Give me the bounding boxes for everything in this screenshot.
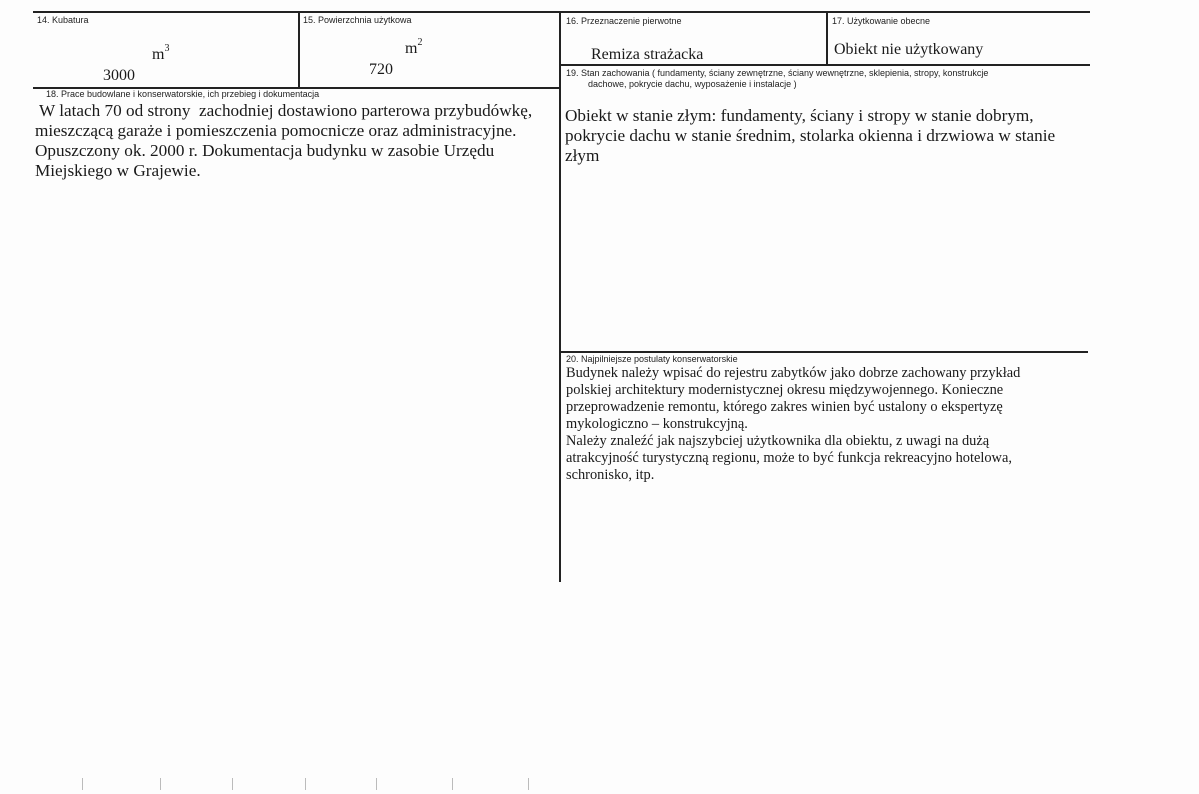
field-20-line: polskiej architektury modernistycznej okresu międzywojennego. Konieczne [566,382,1004,398]
scan-mark [232,778,233,790]
field-15-unit: $m^2$ [405,37,423,57]
scan-mark [376,778,377,790]
field-18-label: 18. Prace budowlane i konserwatorskie, ich przebieg i dokumentacja [46,89,320,99]
field-19-line: pokrycie dachu w stanie średnim, stolarka okienna i drzwiowa w stanie [565,126,1056,145]
field-14-value: 3000 [103,67,135,84]
field-20-line: atrakcyjność turystyczną regionu, może to być funkcja rekreacyjno hotelowa, [566,450,1012,466]
field-14-label: 14. Kubatura [37,15,89,25]
scan-mark [305,778,306,790]
rule-above-20 [560,351,1088,353]
main-vertical-divider [559,11,561,582]
field-14-unit: $m^3$ [152,43,170,63]
top-rule [33,11,1090,13]
scan-mark [452,778,453,790]
scan-mark [82,778,83,790]
field-19-label-line1: 19. Stan zachowania ( fundamenty, ściany zewnętrzne, ściany wewnętrzne, sklepienia, stropy, konstrukcje [566,68,989,78]
field-18-line: Miejskiego w Grajewie. [35,161,201,180]
field-19-line: złym [565,146,600,165]
field-16-value: Remiza strażacka [591,46,704,63]
field-16-label: 16. Przeznaczenie pierwotne [566,16,682,26]
field-19-text [565,106,1055,166]
field-18-line: Opuszczony ok. 2000 r. Dokumentacja budynku w zasobie Urzędu [35,141,495,160]
scan-mark [160,778,161,790]
field-17-value: Obiekt nie użytkowany [834,41,984,58]
field-20-line: mykologiczno – konstrukcyjną. [566,416,748,432]
scan-mark [528,778,529,790]
field-19-label-line2: dachowe, pokrycie dachu, wyposażenie i instalacje ) [588,79,797,89]
rule-below-16-17 [560,64,1090,66]
field-20-line: przeprowadzenie remontu, którego zakres winien być ustalony o ekspertyzę [566,399,1003,415]
field-20-line: Należy znaleźć jak najszybciej użytkownika dla obiektu, z uwagi na dużą [566,433,990,449]
field-20-text [566,365,1020,484]
field-15-value: 720 [369,61,393,78]
field-20-line: schronisko, itp. [566,467,655,483]
field-18-text [35,101,532,181]
field-18-line: mieszczącą garaże i pomieszczenia pomocnicze oraz administracyjne. [35,121,517,140]
field-15-label: 15. Powierzchnia użytkowa [303,15,412,25]
field-17-label: 17. Użytkowanie obecne [832,16,931,26]
divider-16-17 [826,11,828,65]
field-18-line: W latach 70 od strony zachodniej dostawiono parterowa przybudówkę, [35,101,533,120]
field-20-line: Budynek należy wpisać do rejestru zabytków jako dobrze zachowany przykład [566,365,1021,381]
divider-14-15 [298,11,300,88]
field-19-line: Obiekt w stanie złym: fundamenty, ściany i stropy w stanie dobrym, [565,106,1034,125]
field-20-label: 20. Najpilniejsze postulaty konserwatorskie [566,354,738,364]
